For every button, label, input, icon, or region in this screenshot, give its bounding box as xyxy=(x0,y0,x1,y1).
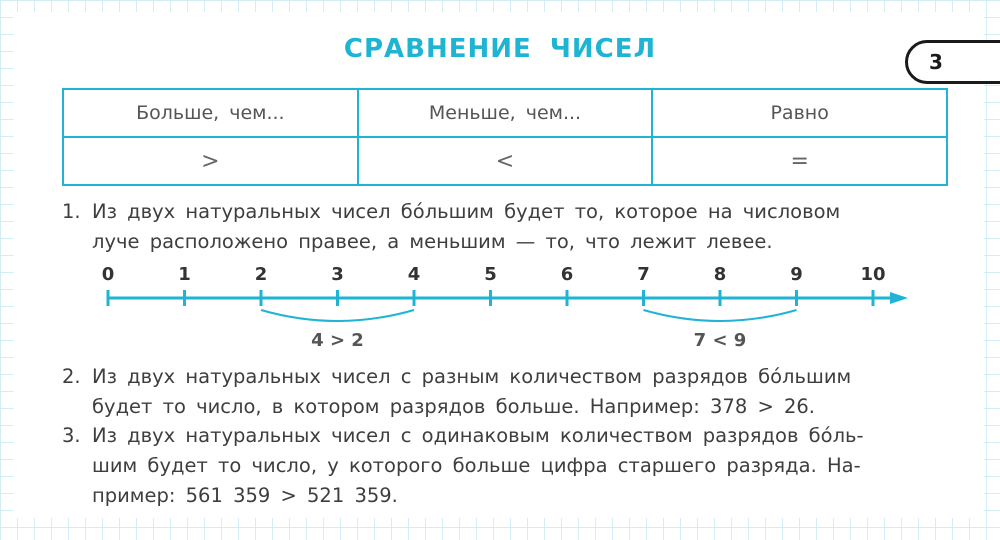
page-number-tab xyxy=(905,40,1000,84)
table-header-row xyxy=(63,89,947,137)
rule-number: 1. xyxy=(62,200,81,223)
rule-number: 2. xyxy=(62,365,81,388)
number-line-label: 0 xyxy=(101,264,115,285)
page-number: 3 xyxy=(929,50,943,74)
number-line-arcs xyxy=(261,310,797,351)
rule-text: луче расположено правее, а меньшим — то, что лежит левее. xyxy=(92,230,773,253)
header-equal: Равно xyxy=(652,89,947,137)
number-line-arc-label: 4 > 2 xyxy=(311,330,364,351)
number-line-label: 8 xyxy=(713,264,727,285)
rule-text: Из двух натуральных чисел бóльшим будет то, которое на числовом xyxy=(92,200,841,223)
number-line-label: 6 xyxy=(560,264,574,285)
number-line-label: 5 xyxy=(484,264,497,285)
symbol-less: < xyxy=(358,137,653,185)
rule-text: Из двух натуральных чисел с разным количеством разрядов бóльшим xyxy=(92,365,852,388)
number-line-label: 10 xyxy=(860,264,886,285)
number-line-label: 4 xyxy=(407,264,421,285)
comparison-table xyxy=(62,88,948,186)
number-line-label: 1 xyxy=(178,264,191,285)
number-line-label: 7 xyxy=(637,264,650,285)
page-title: СРАВНЕНИЕ ЧИСЕЛ xyxy=(343,34,657,64)
rule-text: шим будет то число, у которого больше цифра старшего разряда. На- xyxy=(92,454,861,477)
number-line-labels xyxy=(102,264,886,285)
number-line-label: 3 xyxy=(331,264,344,285)
number-line xyxy=(0,250,1000,360)
number-line-arc xyxy=(644,310,797,321)
header-greater: Больше, чем... xyxy=(63,89,358,137)
rule-text: пример: 561 359 > 521 359. xyxy=(92,484,398,507)
rule-number: 3. xyxy=(62,424,81,447)
arrow-head-icon xyxy=(890,292,908,304)
number-line-arc xyxy=(261,310,414,321)
rule-3 xyxy=(62,421,952,511)
rule-text: Из двух натуральных чисел с одинаковым количеством разрядов бóль- xyxy=(92,424,864,447)
table-symbol-row xyxy=(63,137,947,185)
rule-1 xyxy=(62,197,952,257)
symbol-greater: > xyxy=(63,137,358,185)
header-less: Меньше, чем... xyxy=(358,89,653,137)
number-line-label: 9 xyxy=(790,264,803,285)
symbol-equal: = xyxy=(652,137,947,185)
rule-2 xyxy=(62,362,952,422)
rule-text: будет то число, в котором разрядов больше. Например: 378 > 26. xyxy=(92,395,815,418)
number-line-arc-label: 7 < 9 xyxy=(693,330,747,351)
number-line-label: 2 xyxy=(254,264,268,285)
